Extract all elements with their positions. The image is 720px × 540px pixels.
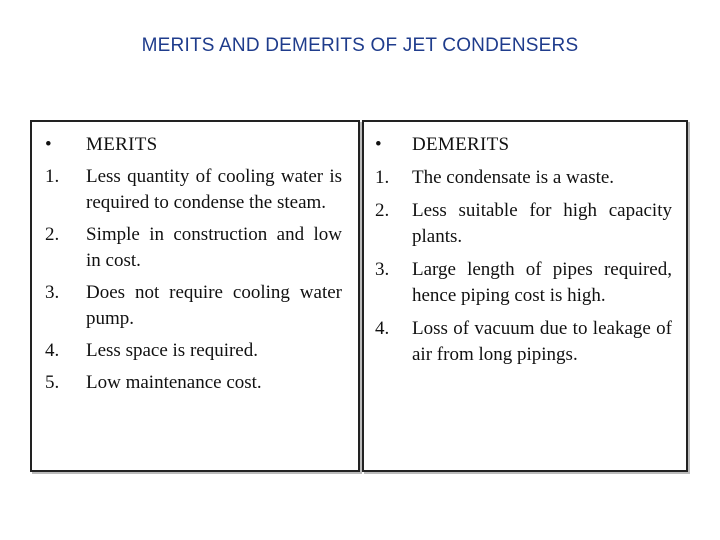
item-number: 2. [375,200,390,221]
list-item [45,222,342,274]
merits-heading: MERITS [86,134,158,155]
list-item [375,165,672,191]
demerits-heading-row [375,132,672,158]
merits-heading-row [45,132,342,158]
list-item [45,280,342,332]
slide-title: MERITS AND DEMERITS OF JET CONDENSERS [141,35,579,56]
item-number: 1. [45,166,60,187]
list-item [375,257,672,309]
item-number: 2. [45,224,60,245]
item-text: Less suitable for high capacity plants. [412,200,672,247]
merits-panel [30,120,360,472]
item-text: Loss of vacuum due to leakage of air from long pipings. [412,318,672,365]
item-text: Large length of pipes required, hence piping cost is high. [412,259,672,306]
demerits-list [375,132,672,375]
item-text: Less quantity of cooling water is required to condense the steam. [86,166,342,213]
item-number: 4. [45,340,60,361]
demerits-bullet: • [375,134,382,155]
merits-list [45,132,342,402]
list-item [375,198,672,250]
demerits-panel [362,120,688,472]
item-number: 3. [45,282,60,303]
merits-bullet: • [45,134,52,155]
item-text: Does not require cooling water pump. [86,282,342,329]
item-number: 3. [375,259,390,280]
item-number: 5. [45,372,60,393]
list-item [45,338,342,364]
item-number: 1. [375,167,390,188]
list-item [375,316,672,368]
list-item [45,370,342,396]
item-number: 4. [375,318,390,339]
item-text: Low maintenance cost. [86,372,262,393]
demerits-heading: DEMERITS [412,134,510,155]
list-item [45,164,342,216]
item-text: Simple in construction and low in cost. [86,224,342,271]
item-text: Less space is required. [86,340,258,361]
item-text: The condensate is a waste. [412,167,615,188]
